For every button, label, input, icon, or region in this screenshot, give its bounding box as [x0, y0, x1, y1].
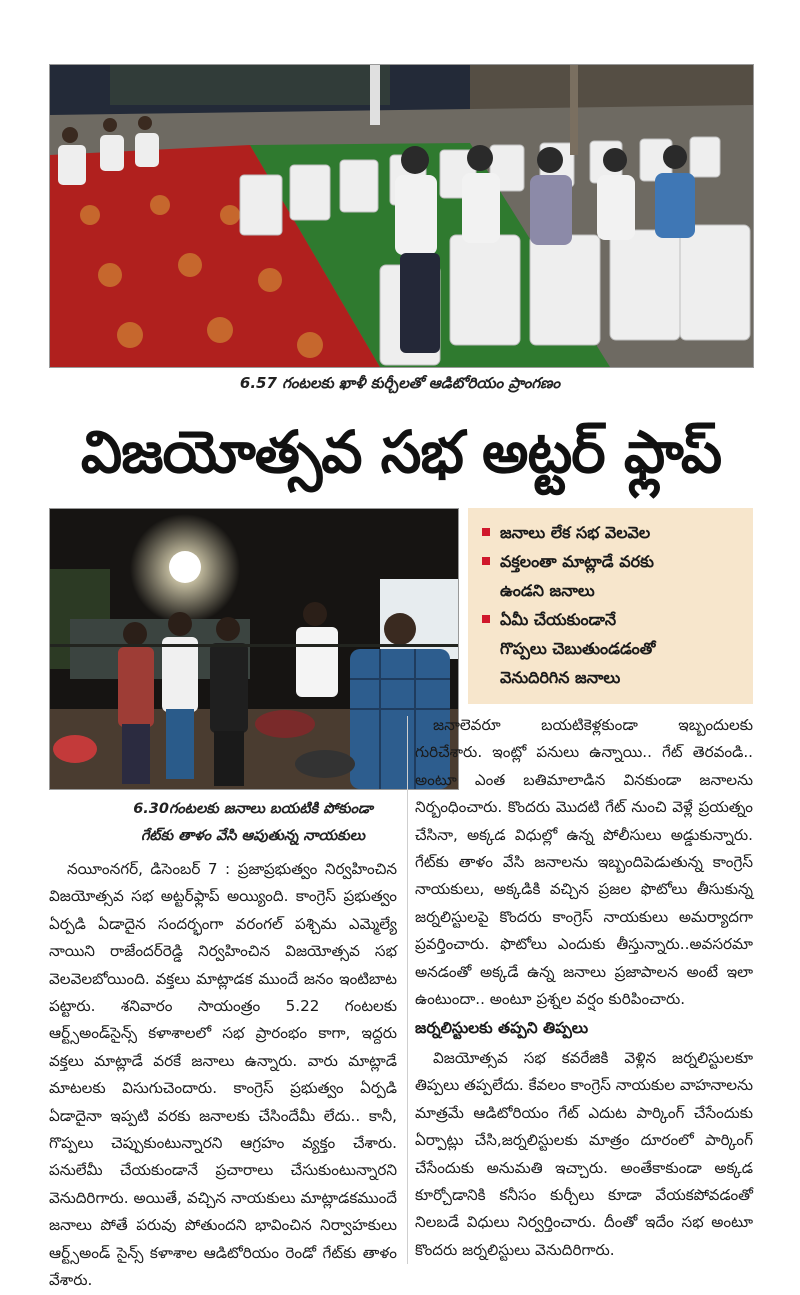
article-left-column: [49, 856, 397, 1295]
highlight-line: ఉండని జనాలు: [500, 581, 595, 600]
article-paragraph-right-2: విజయోత్సవ సభ కవరేజికి వెళ్లిన జర్నలిస్టులకూ తిప్పలు తప్పలేదు. కేవలం కాంగ్రెస్ నాయకుల వాహనాలను మాత్రమే ఆడిటోరియం గేట్ ఎదుట పార్కింగ్ చేసేందుకు ఏర్పాట్లు చేసి,జర్నలిస్టులకు మాత్రం దూరంలో పార్కింగ్ చేసేందుకు అనుమతి ఇచ్చారు. అంతేకాకుండా అక్కడ కూర్చోడానికి కనీసం కుర్చీలు కూడా వేయకపోవడంతో నిలబడే విధులు నిర్వర్తించారు. దీంతో ఇదేం సభ అంటూ కొందరు జర్నలిస్టులు వెనుదిరిగారు.: [415, 1048, 753, 1259]
highlight-line: ఏమీ చేయకుండానే: [500, 610, 617, 629]
column-divider: [407, 716, 408, 1264]
second-photo: [49, 508, 459, 790]
highlight-item: [482, 605, 743, 692]
red-square-bullet-icon: [482, 615, 490, 623]
second-photo-caption-line2: గేట్‌కు తాళం వేసి ఆపుతున్న నాయకులు: [140, 828, 366, 844]
top-photo-caption: 6.57 గంటలకు ఖాళీ కుర్చీలతో ఆడిటోరియం ప్రాంగణం: [239, 374, 561, 392]
locked-gate-night-image: [50, 509, 458, 789]
article-right-column: [415, 712, 753, 1264]
article-paragraph-right: జనాలెవరూ బయటికెళ్లకుండా ఇబ్బందులకు గురిచేశారు. ఇంట్లో పనులు ఉన్నాయి.. గేట్ తెరవండి.. అంటూ ఎంత బతిమాలాడిన వినకుండా జనాలను నిర్బంధించారు. కొందరు మొదటి గేట్ నుంచి వెళ్లే ప్రయత్నం చేసినా, అక్కడ విధుల్లో ఉన్న పోలీసులు అడ్డుకున్నారు. గేట్‌కు తాళం వేసి జనాలను ఇబ్బందిపెడుతున్న కాంగ్రెస్ నాయకులు, అక్కడికి వచ్చిన ప్రజల ఫొటోలు తీసుకున్న జర్నలిస్టులపై కొందరు కాంగ్రెస్ నాయకులు అమర్యాదగా ప్రవర్తించారు. ఫొటోలు ఎందుకు తీస్తున్నారు..అవసరమా అనడంతో అక్కడే ఉన్న జనాలు ప్రజాపాలన అంటే ఇలా ఉంటుందా.. అంటూ ప్రశ్నల వర్షం కురిపించారు.: [415, 716, 753, 1009]
highlight-item: [482, 547, 743, 605]
highlight-line: వెనుదిరిగిన జనాలు: [500, 668, 621, 687]
highlight-line: గొప్పలు చెబుతుండడంతో: [500, 639, 656, 658]
highlights-box: [468, 508, 753, 704]
article-paragraph-left: నయీంనగర్, డిసెంబర్ 7 : ప్రజాప్రభుత్వం నిర్వహించిన విజయోత్సవ సభ అట్టర్‌ఫ్లాప్ అయ్యింది. కాంగ్రెస్ ప్రభుత్వం ఏర్పడి ఏడాదైన సందర్భంగా వరంగల్ పశ్చిమ ఎమ్మెల్యే నాయిని రాజేందర్‌రెడ్డి నిర్వహించిన విజయోత్సవ సభ వెలవెలబోయింది. వక్తలు మాట్లాడక ముందే జనం ఇంటిబాట పట్టారు. శనివారం సాయంత్రం 5.22 గంటలకు ఆర్ట్స్‌అండ్‌సైన్స్ కళాశాలలో సభ ప్రారంభం కాగా, ఇద్దరు వక్తలు మాట్లాడే వరకే జనాలు ఉన్నారు. వారు మాట్లాడే మాటలకు విసుగుచెందారు. కాంగ్రెస్ ప్రభుత్వం ఏర్పడి ఏడాదైనా ఇప్పటి వరకు జనాలకు చేసిందేమీ లేదు.. కానీ, గొప్పలు చెప్పుకుంటున్నారని ఆగ్రహం వ్యక్తం చేశారు. పనులేమీ చేయకుండానే ప్రచారాలు చేసుకుంటున్నారని వెనుదిరిగారు. అయితే, వచ్చిన నాయకులు మాట్లాడకముందే జనాలు పోతే పరువు పోతుందని భావించిన నిర్వాహకులు ఆర్ట్స్‌అండ్ సైన్స్ కళాశాల ఆడిటోరియం రెండో గేట్‌కు తాళం వేశారు.: [49, 860, 397, 1290]
red-square-bullet-icon: [482, 557, 490, 565]
second-photo-caption-line1: 6.30గంటలకు జనాలు బయటికి పోకుండా: [133, 801, 373, 817]
highlight-item: [482, 518, 743, 547]
article-subheading: జర్నలిస్టులకు తప్పని తిప్పలు: [415, 1019, 589, 1038]
headline: విజయోత్సవ సభ అట్టర్ ఫ్లాప్: [80, 418, 722, 486]
second-photo-caption: [49, 796, 457, 850]
highlight-line: వక్తలంతా మాట్లాడే వరకు: [500, 552, 654, 571]
highlight-line: జనాలు లేక సభ వెలవెల: [500, 523, 651, 542]
top-photo: [49, 64, 754, 368]
auditorium-empty-chairs-image: [50, 65, 753, 367]
red-square-bullet-icon: [482, 528, 490, 536]
